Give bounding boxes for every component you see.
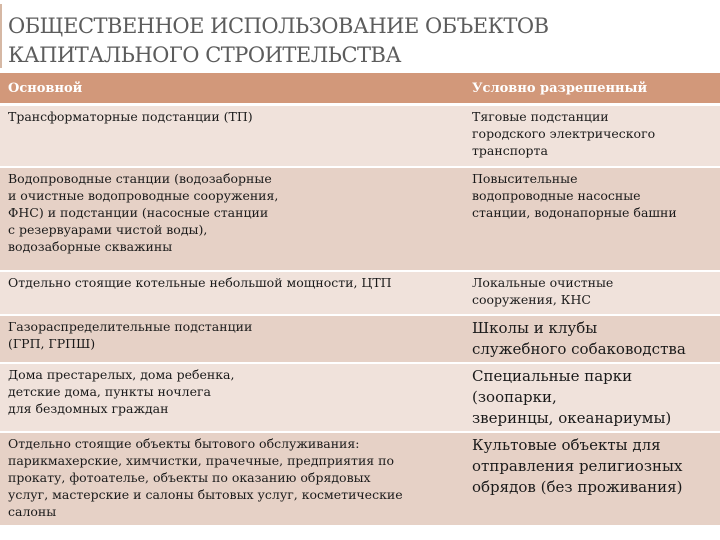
page-title: ОБЩЕСТВЕННОЕ ИСПОЛЬЗОВАНИЕ ОБЪЕКТОВ КАПИТАЛЬНОГО СТРОИТЕЛЬСТВА bbox=[8, 14, 549, 67]
zoning-table bbox=[0, 73, 720, 527]
table-row bbox=[0, 315, 720, 363]
decorative-vertical-line bbox=[0, 4, 2, 68]
cell-main: Газораспределительные подстанции (ГРП, ГРПШ) bbox=[0, 315, 464, 363]
cell-main: Водопроводные станции (водозаборные и очистные водопроводные сооружения, ФНС) и подстанции (насосные станции с резервуарами чистой воды), водозаборные скважины bbox=[0, 167, 464, 271]
cell-conditional: Культовые объекты для отправления религиозных обрядов (без проживания) bbox=[464, 432, 720, 526]
table-row bbox=[0, 363, 720, 432]
cell-main: Трансформаторные подстанции (ТП) bbox=[0, 105, 464, 167]
cell-conditional: Повысительные водопроводные насосные станции, водонапорные башни bbox=[464, 167, 720, 271]
cell-conditional: Школы и клубы служебного собаководства bbox=[464, 315, 720, 363]
table-row bbox=[0, 167, 720, 271]
header-conditional: Условно разрешенный bbox=[464, 73, 720, 105]
cell-main: Отдельно стоящие котельные небольшой мощности, ЦТП bbox=[0, 271, 464, 315]
table-header-row bbox=[0, 73, 720, 105]
header-main: Основной bbox=[0, 73, 464, 105]
cell-conditional: Тяговые подстанции городского электрического транспорта bbox=[464, 105, 720, 167]
cell-conditional: Специальные парки (зоопарки, зверинцы, океанариумы) bbox=[464, 363, 720, 432]
cell-main: Отдельно стоящие объекты бытового обслуживания: парикмахерские, химчистки, прачечные, предприятия по прокату, фотоателье, объекты по оказанию обрядовых услуг, мастерские и салоны бытовых услуг, косметические салоны bbox=[0, 432, 464, 526]
table-row bbox=[0, 271, 720, 315]
table-row bbox=[0, 105, 720, 167]
table-row bbox=[0, 432, 720, 526]
cell-conditional: Локальные очистные сооружения, КНС bbox=[464, 271, 720, 315]
cell-main: Дома престарелых, дома ребенка, детские дома, пункты ночлега для бездомных граждан bbox=[0, 363, 464, 432]
